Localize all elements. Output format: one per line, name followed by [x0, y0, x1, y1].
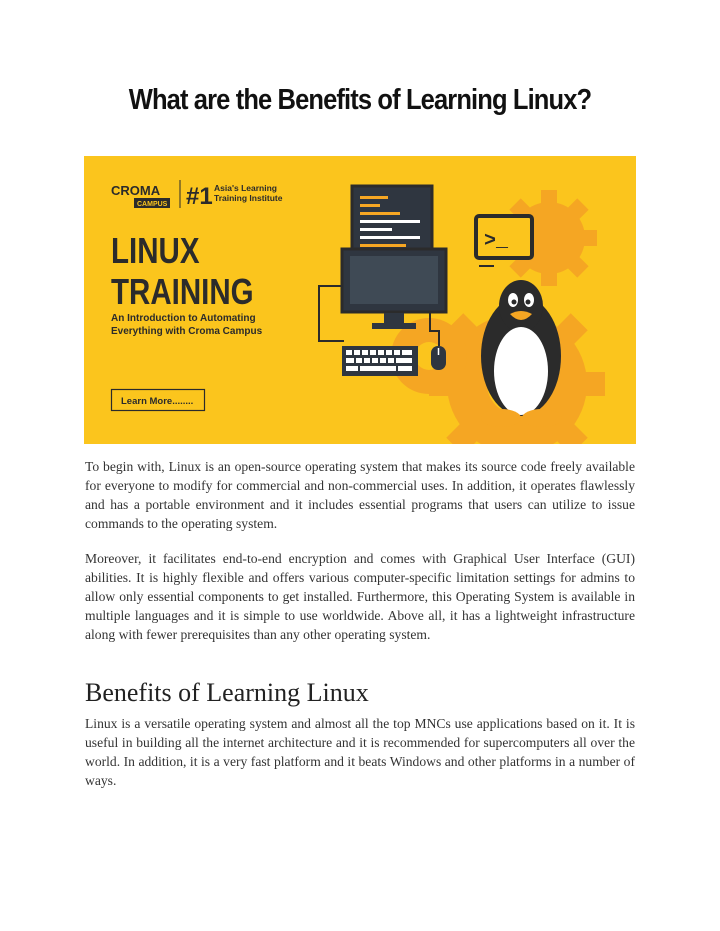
rank-line-2: Training Institute — [214, 193, 283, 203]
banner-headline-2: TRAINING — [111, 271, 254, 312]
banner-subtitle-2: Everything with Croma Campus — [111, 326, 263, 337]
banner-headline-1: LINUX — [111, 230, 200, 271]
linux-training-banner — [84, 156, 636, 444]
svg-text:CAMPUS: CAMPUS — [137, 201, 168, 208]
keyboard-icon — [342, 346, 418, 376]
rank-line-1: Asia's Learning — [214, 183, 277, 193]
svg-text:Learn More........: Learn More........ — [121, 396, 194, 407]
svg-text:CROMA: CROMA — [111, 183, 161, 198]
banner-subtitle-1: An Introduction to Automating — [111, 313, 256, 324]
paragraph-features: Moreover, it facilitates end-to-end encryption and comes with Graphical User Interface (GUI) abilities. It is highly flexible and offers various computer-specific limitation settings for admins to allow only essential components to get installed. Furthermore, this Operating System is available in multiple languages and it is simple to use worldwide. Above all, it has a lightweight infrastructure along with fewer prerequisites than any other operating system. — [85, 551, 635, 642]
page-title: What are the Benefits of Learning Linux? — [128, 84, 592, 116]
svg-text:>_: >_ — [484, 230, 509, 253]
paragraph-benefits: Linux is a versatile operating system and almost all the top MNCs use applications based on it. It is useful in building all the internet architecture and it is recommended for supercomputers all over the world. In addition, it is a very fast platform and it beats Windows and other platforms in a number of ways. — [85, 716, 635, 788]
section-heading: Benefits of Learning Linux — [85, 678, 369, 707]
rank-number: #1 — [186, 183, 213, 210]
paragraph-intro: To begin with, Linux is an open-source operating system that makes its source code freely available for everyone to modify for commercial and non-commercial uses. In addition, it operates flawlessly and has a portable environment and it includes essential programs that users can utilize to issue commands to the operating system. — [85, 459, 635, 531]
croma-campus-logo — [111, 180, 180, 209]
learn-more-button[interactable] — [112, 390, 205, 411]
terminal-icon — [476, 216, 532, 258]
mouse-icon — [431, 346, 446, 370]
